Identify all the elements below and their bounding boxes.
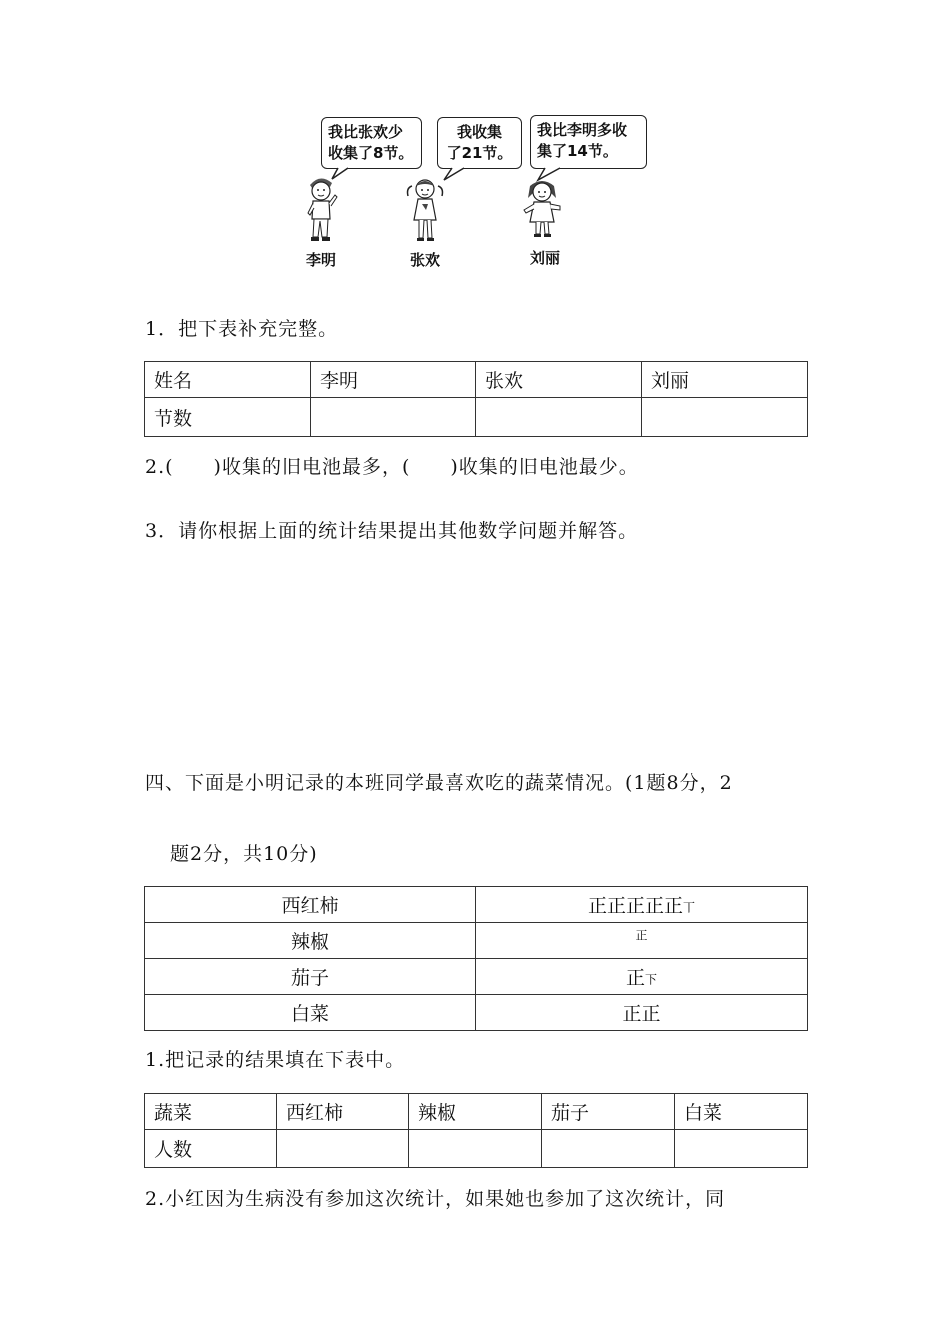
vegetable-name: 茄子 [145,959,476,995]
section-4-question-1: 1.把记录的结果填在下表中。 [145,1049,406,1071]
speech-line: 我比张欢少 [328,123,404,141]
bubble-tails [0,0,950,200]
section-4-title-line1: 四、下面是小明记录的本班同学最喜欢吃的蔬菜情况。(1题8分，2 [145,772,733,794]
vegetable-name: 白菜 [145,995,476,1031]
tally-marks [476,923,808,959]
tally-marks [476,995,808,1031]
tally-row [145,887,808,923]
speech-line: 收集了8节。 [328,144,414,162]
table-cell: 茄子 [542,1094,675,1130]
table-header-row [145,362,808,398]
table-cell: 人数 [145,1130,277,1168]
answer-cell[interactable] [542,1130,675,1168]
section-4-question-2: 2.小红因为生病没有参加这次统计，如果她也参加了这次统计，同 [145,1188,726,1210]
table-header-row [145,1094,808,1130]
answer-cell[interactable] [675,1130,808,1168]
table-cell: 李明 [311,362,476,398]
table-row [145,398,808,437]
speech-line: 我比李明多收 [537,121,628,139]
answer-cell[interactable] [476,398,642,437]
table-cell: 刘丽 [642,362,808,398]
table-cell: 西红柿 [277,1094,409,1130]
table-cell: 蔬菜 [145,1094,277,1130]
tally-main: 正正正正正 [587,895,683,917]
table-cell: 张欢 [476,362,642,398]
tally-extra: 正 [635,928,648,943]
battery-count-table [144,361,808,437]
answer-cell[interactable] [277,1130,409,1168]
name-label-liming: 李明 [306,251,337,269]
girl-zhanghuan-figure [404,174,446,246]
tally-row [145,923,808,959]
speech-line: 我收集 [456,123,502,141]
tally-marks [476,887,808,923]
table-cell: 辣椒 [409,1094,542,1130]
table-cell: 白菜 [675,1094,808,1130]
tally-row [145,995,808,1031]
question-1-fill-table: 1．把下表补充完整。 [145,318,339,340]
tally-extra: 下 [645,972,658,987]
question-2-most-least: 2.( )收集的旧电池最多，( )收集的旧电池最少。 [145,456,639,478]
boy-liming-figure [300,175,340,247]
section-4-title-line2: 题2分，共10分) [170,843,318,865]
name-label-zhanghuan: 张欢 [410,251,441,269]
table-row [145,1130,808,1168]
vegetable-count-table [144,1093,808,1168]
speech-line: 集了14节。 [537,142,618,160]
tally-marks [476,959,808,995]
vegetable-name: 西红柿 [145,887,476,923]
tally-row [145,959,808,995]
table-cell: 姓名 [145,362,311,398]
answer-cell[interactable] [409,1130,542,1168]
speech-line: 了21节。 [446,144,513,162]
tally-main: 正正 [622,1003,661,1025]
tally-extra: 丅 [683,900,696,915]
name-label-liuli: 刘丽 [530,249,561,267]
answer-cell[interactable] [311,398,476,437]
girl-liuli-figure [518,176,566,242]
vegetable-tally-table [144,886,808,1031]
table-cell: 节数 [145,398,311,437]
tally-main: 正 [625,967,645,989]
vegetable-name: 辣椒 [145,923,476,959]
answer-cell[interactable] [642,398,808,437]
question-3-pose-problem: 3．请你根据上面的统计结果提出其他数学问题并解答。 [145,520,639,542]
